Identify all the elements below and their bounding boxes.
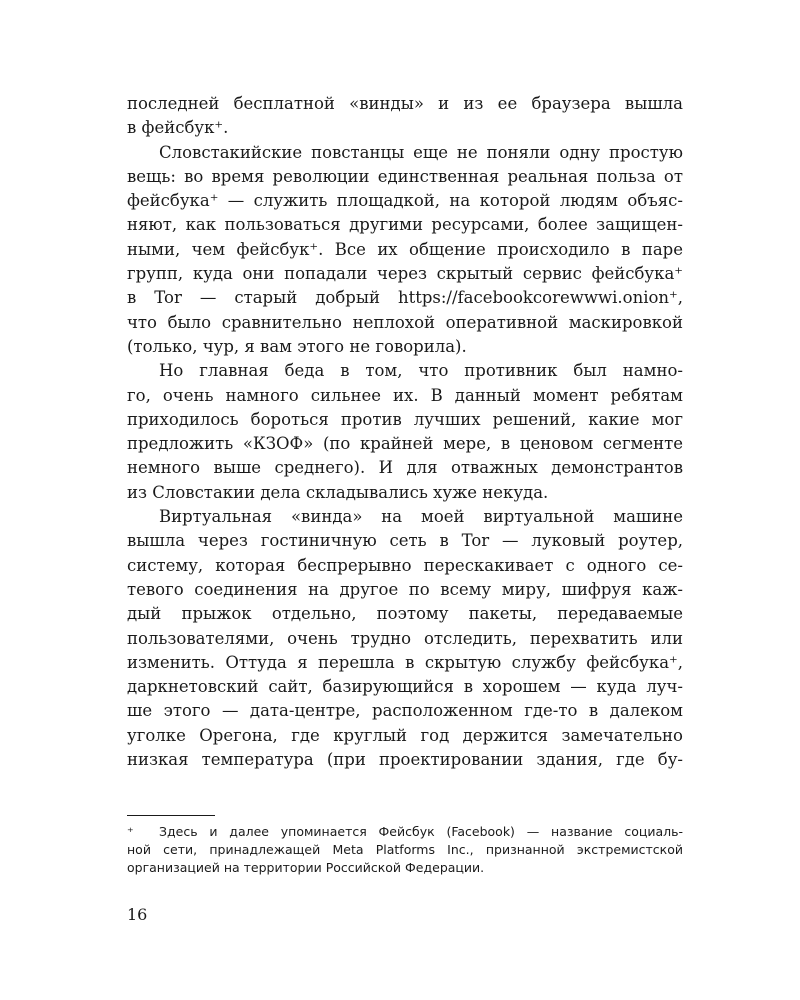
body-line: Словстакийские повстанцы еще не поняли одну простую xyxy=(159,142,683,162)
footnote-mark: ⁺ xyxy=(127,824,134,839)
body-line: изменить. Оттуда я перешла в скрытую службу фейсбука⁺, xyxy=(127,652,683,672)
body-line: предложить «КЗОФ» (по крайней мере, в ценовом сегменте xyxy=(127,434,683,454)
body-line: групп, куда они попадали через скрытый сервис фейсбука⁺ xyxy=(127,264,683,284)
body-line: что было сравнительно неплохой оперативной маскировкой xyxy=(127,312,683,332)
footnote-line: организацией на территории Российской Федерации. xyxy=(127,860,485,875)
body-line: Но главная беда в том, что противник был намно- xyxy=(159,361,683,381)
footnote-line xyxy=(127,823,683,841)
page-number: 16 xyxy=(127,905,148,924)
body-line: Виртуальная «винда» на моей виртуальной машине xyxy=(159,507,683,527)
body-line: в фейсбук⁺. xyxy=(127,118,229,138)
footnote-line: ной сети, принадлежащей Meta Platforms Inc., признанной экстремистской xyxy=(127,842,683,857)
body-line: ше этого — дата-центре, расположенном где-то в далеком xyxy=(127,701,683,721)
body-line: в Tor — старый добрый https://facebookcorewwwi.onion⁺, xyxy=(127,288,683,308)
body-line: вещь: во время революции единственная реальная польза от xyxy=(127,166,683,186)
body-line: уголке Орегона, где круглый год держится замечательно xyxy=(127,725,683,745)
body-line: (только, чур, я вам этого не говорила). xyxy=(127,336,467,356)
body-line: ными, чем фейсбук⁺. Все их общение происходило в паре xyxy=(127,239,683,259)
body-line: фейсбука⁺ — служить площадкой, на которой людям объяс- xyxy=(127,191,683,211)
body-line: дый прыжок отдельно, поэтому пакеты, передаваемые xyxy=(127,604,683,624)
footnote-divider xyxy=(127,815,215,816)
body-line: приходилось бороться против лучших решений, какие мог xyxy=(127,409,683,429)
body-line: последней бесплатной «винды» и из ее браузера вышла xyxy=(127,94,683,113)
footnote xyxy=(127,823,683,877)
body-line: систему, которая беспрерывно перескакивает с одного се- xyxy=(127,555,683,575)
body-text xyxy=(127,92,683,772)
body-line: тевого соединения на другое по всему миру, шифруя каж- xyxy=(127,579,683,599)
body-line: вышла через гостиничную сеть в Tor — луковый роутер, xyxy=(127,531,683,551)
body-line: пользователями, очень трудно отследить, перехватить или xyxy=(127,628,683,648)
footnote-text: Здесь и далее упоминается Фейсбук (Facebook) — название социаль- xyxy=(159,824,683,839)
body-line: из Словстакии дела складывались хуже некуда. xyxy=(127,482,549,502)
body-line: низкая температура (при проектировании здания, где бу- xyxy=(127,750,683,770)
body-line: няют, как пользоваться другими ресурсами, более защищен- xyxy=(127,215,683,235)
body-line: даркнетовский сайт, базирующийся в хорошем — куда луч- xyxy=(127,677,683,697)
body-line: немного выше среднего). И для отважных демонстрантов xyxy=(127,458,683,478)
body-line: го, очень намного сильнее их. В данный момент ребятам xyxy=(127,385,683,405)
